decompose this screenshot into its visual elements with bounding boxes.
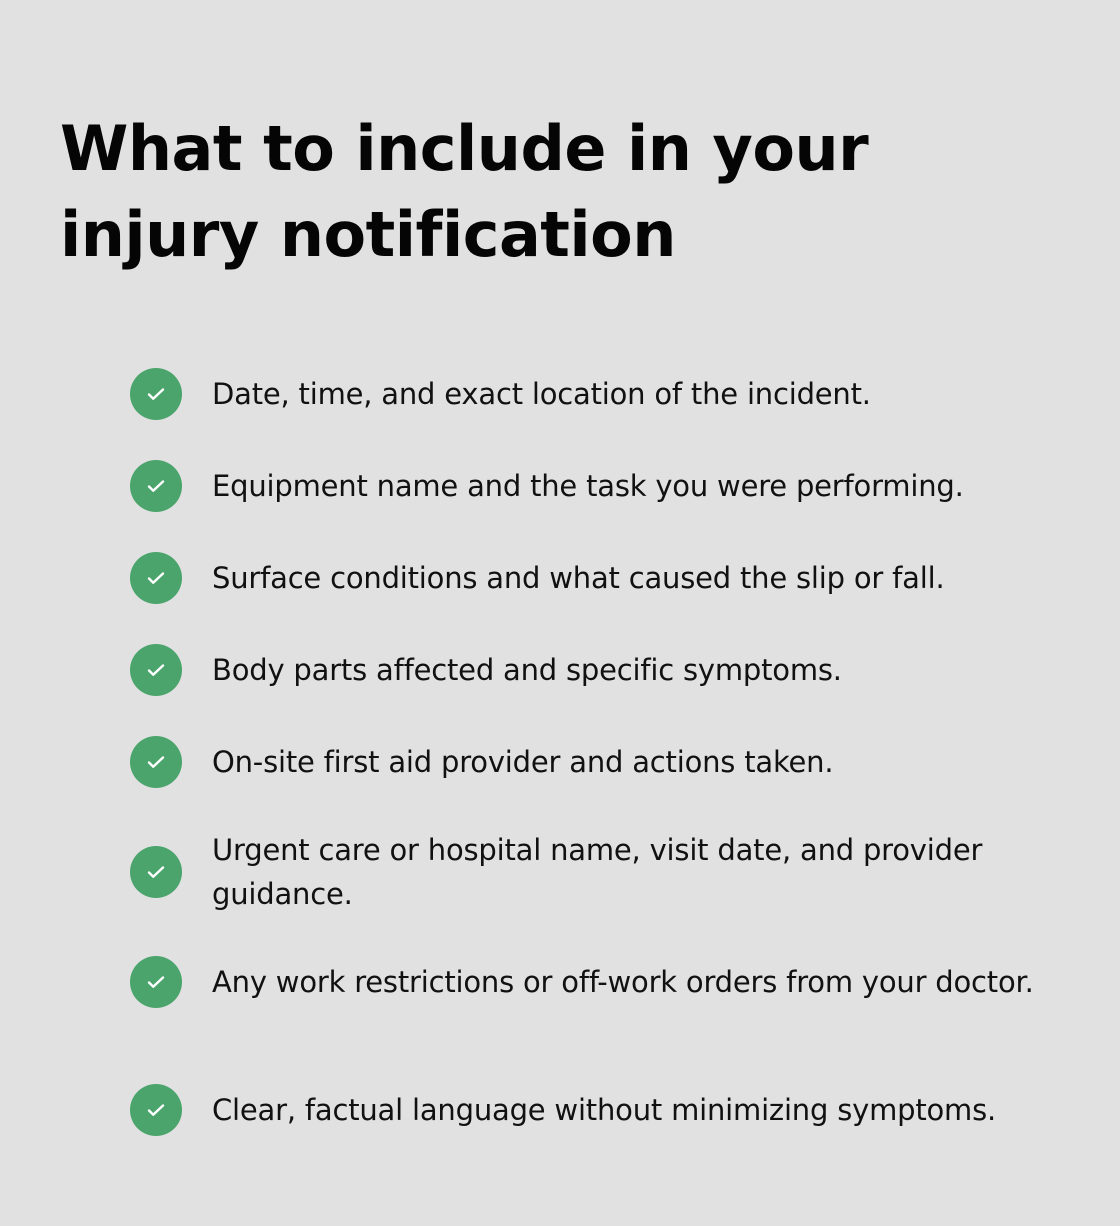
checklist-item-text: Urgent care or hospital name, visit date, and provider guidance. [212, 833, 983, 911]
checklist-item-text: Equipment name and the task you were performing. [212, 469, 964, 503]
check-icon [130, 552, 182, 604]
checklist-item-text: Surface conditions and what caused the slip or fall. [212, 561, 945, 595]
checklist-item [130, 460, 1070, 512]
checklist-item-text: Clear, factual language without minimizing symptoms. [212, 1093, 997, 1127]
check-icon [130, 736, 182, 788]
check-icon [130, 1084, 182, 1136]
page-title: What to include in your injury notification [60, 112, 869, 271]
check-icon [130, 956, 182, 1008]
checklist-item-text: Body parts affected and specific symptoms. [212, 653, 842, 687]
checklist-item-text: Any work restrictions or off-work orders from your doctor. [212, 965, 1034, 999]
checklist-item [130, 1084, 1070, 1136]
checklist-item [130, 644, 1070, 696]
check-icon [130, 368, 182, 420]
check-icon [130, 846, 182, 898]
checklist-item-text: On-site first aid provider and actions taken. [212, 745, 834, 779]
checklist-item [130, 736, 1070, 788]
check-icon [130, 644, 182, 696]
check-icon [130, 460, 182, 512]
checklist-item [130, 368, 1070, 420]
checklist-item [130, 552, 1070, 604]
checklist-item [130, 828, 1070, 916]
checklist-item-text: Date, time, and exact location of the incident. [212, 377, 871, 411]
checklist-item [130, 956, 1070, 1008]
